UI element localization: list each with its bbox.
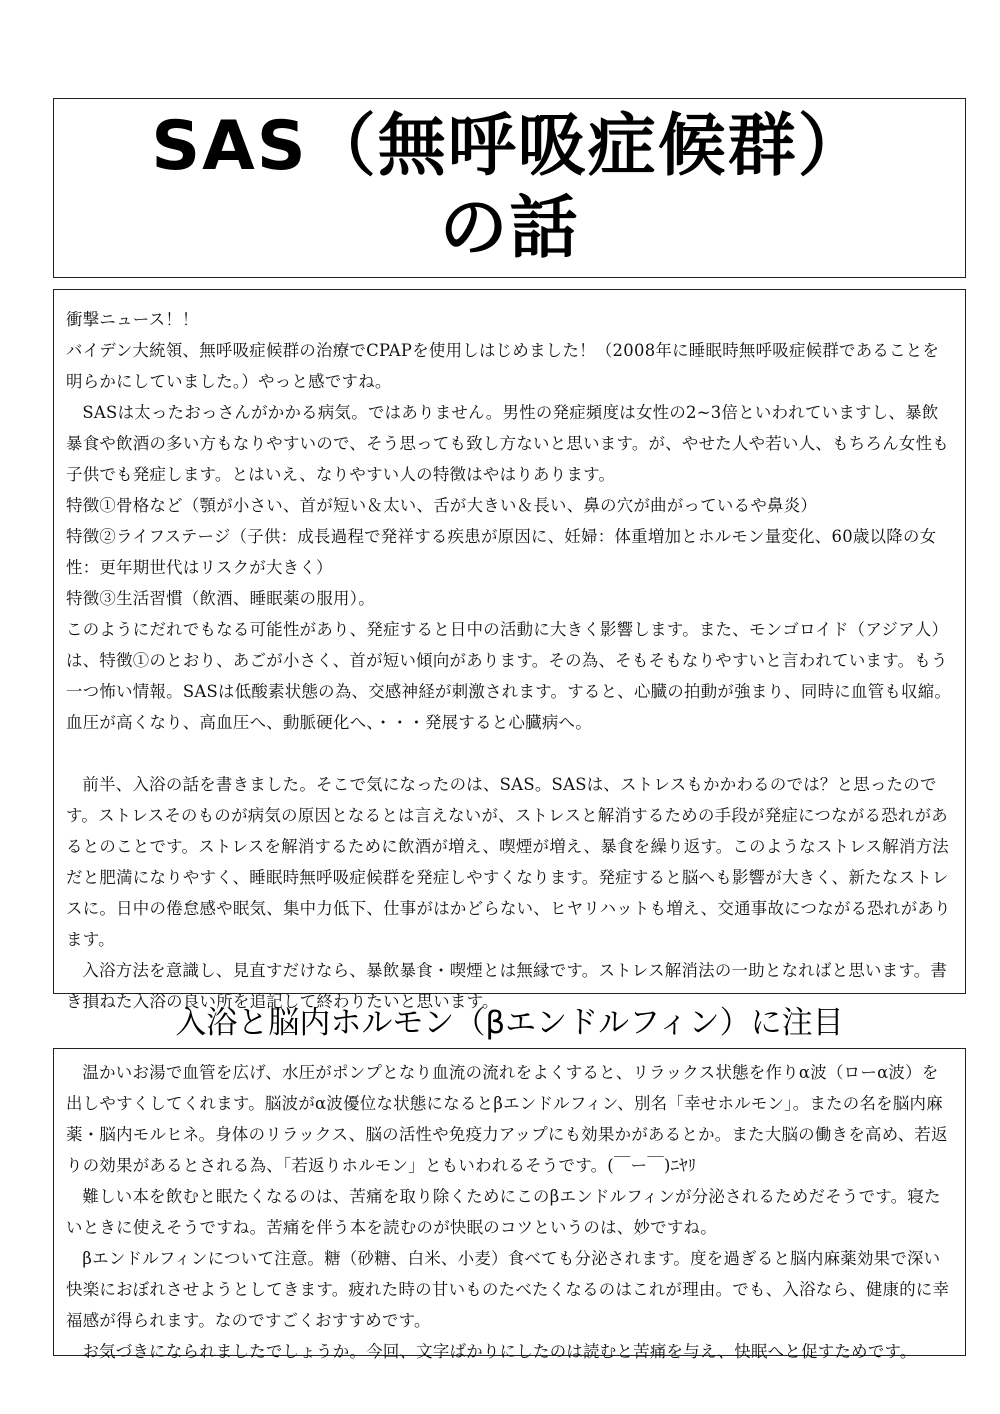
paragraph: βエンドルフィンについて注意。糖（砂糖、白米、小麦）食べても分泌されます。度を過ぎると脳内麻薬効果で深い快楽におぼれさせようとしてきます。疲れた時の甘いものたべたくなるのはこれが理由。でも、入浴なら、健康的に幸福感が得られます。なのですごくおすすめです。	[66, 1249, 950, 1330]
paragraph: このようにだれでもなる可能性があり、発症すると日中の活動に大きく影響します。また、モンゴロイド（アジア人）は、特徴①のとおり、あごが小さく、首が短い傾向があります。その為、そもそもなりやすいと言われています。もう一つ怖い情報。SASは低酸素状態の為、交感神経が刺激されます。すると、心臓の拍動が強まり、同時に血管も収縮。血圧が高くなり、高血圧へ、動脈硬化へ、・・・発展すると心臓病へ。	[66, 620, 952, 732]
sas-article-box	[53, 289, 966, 1011]
section-heading: 入浴と脳内ホルモン（βエンドルフィン）に注目	[175, 1005, 844, 1041]
paragraph: SASは太ったおっさんがかかる病気。ではありません。男性の発症頻度は女性の2~3倍といわれていますし、暴飲暴食や飲酒の多い方もなりやすいので、そう思っても致し方ないと思います。が、やせた人や若い人、もちろん女性も子供でも発症します。とはいえ、なりやすい人の特徴はやはりあります。	[66, 403, 949, 484]
paragraph: 難しい本を飲むと眠たくなるのは、苦痛を取り除くためにこのβエンドルフィンが分泌されるためだそうです。寝たいときに使えそうですね。苦痛を伴う本を読むのが快眠のコツというのは、妙ですね。	[66, 1187, 941, 1237]
title-box	[53, 98, 966, 278]
feature-item-3: 特徴③生活習慣（飲酒、睡眠薬の服用）。	[66, 589, 375, 608]
paragraph: お気づきになられましたでしょうか。今回、文字ばかりにしたのは読むと苦痛を与え、快眠へと促すためです。	[82, 1342, 917, 1361]
paragraph: 温かいお湯で血管を広げ、水圧がポンプとなり血流の流れをよくすると、リラックス状態を作りα波（ローα波）を出しやすくしてくれます。脳波がα波優位な状態になるとβエンドルフィン、別名「幸せホルモン」。またの名を脳内麻薬・脳内モルヒネ。身体のリラックス、脳の活性や免疫力アップにも効果かがあるとか。また大脳の働きを高め、若返りの効果があるとされる為、「若返りホルモン」ともいわれるそうです。(￣ー￣)ﾆﾔﾘ	[66, 1063, 948, 1175]
page-title-line-2: の話	[439, 189, 580, 268]
feature-item-2: 特徴②ライフステージ（子供：成長過程で発祥する疾患が原因に、妊婦：体重増加とホルモン量変化、60歳以降の女性：更年期世代はリスクが大きく）	[66, 527, 937, 577]
paragraph: 前半、入浴の話を書きました。そこで気になったのは、SAS。SASは、ストレスもかかわるのでは？と思ったのです。ストレスそのものが病気の原因となるとは言えないが、ストレスと解消するための手段が発症につながる恐れがあるとのことです。ストレスを解消するために飲酒が増え、喫煙が増え、暴食を繰り返す。このようなストレス解消方法だと肥満になりやすく、睡眠時無呼吸症候群を発症しやすくなります。発症すると脳へも影響が大きく、新たなストレスに。日中の倦怠感や眠気、集中力低下、仕事がはかどらない、ヒヤリハットも増え、交通事故につながる恐れがあります。	[66, 775, 951, 949]
headline-text: 衝撃ニュース！！	[66, 310, 199, 329]
paragraph: 入浴方法を意識し、見直すだけなら、暴飲暴食・喫煙とは無縁です。ストレス解消法の一助となればと思います。書き損ねた入浴の良い所を追記して終わりたいと思います。	[66, 961, 948, 1011]
feature-item-1: 特徴①骨格など（顎が小さい、首が短い＆太い、舌が大きい＆長い、鼻の穴が曲がっているや鼻炎）	[66, 496, 818, 515]
blank-line	[66, 738, 953, 769]
page-title-line-1: SAS（無呼吸症候群）	[151, 107, 868, 186]
endorphin-article-box	[53, 1048, 966, 1361]
paragraph: バイデン大統領、無呼吸症候群の治療でCPAPを使用しはじめました！（2008年に睡眠時無呼吸症候群であることを明らかにしていました。）やっと感ですね。	[66, 341, 940, 391]
